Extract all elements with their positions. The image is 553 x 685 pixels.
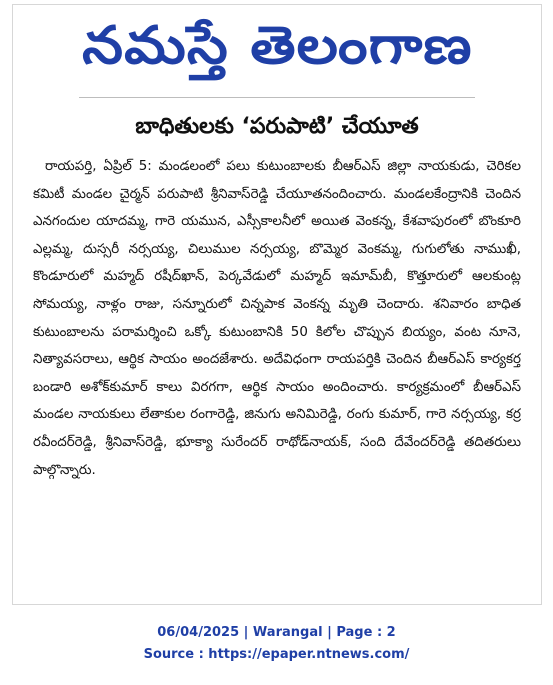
edition-info: 06/04/2025 | Warangal | Page : 2 (157, 625, 396, 640)
source-footer (0, 622, 553, 666)
newspaper-clipping (12, 4, 542, 605)
masthead-divider (79, 97, 475, 98)
source-link[interactable]: Source : https://epaper.ntnews.com/ (143, 647, 410, 662)
masthead-title: నమస్తే తెలంగాణ (81, 16, 473, 76)
article-body: రాయపర్తి, ఏప్రిల్ 5: మండలంలో పలు కుటుంబాలకు బీఆర్ఎస్ జిల్లా నాయకుడు, చెరికల కమిటీ మండల చైర్మన్ పరుపాటి శ్రీనివాస్‌రెడ్డి చేయూతనందించారు. మండలకేంద్రానికి చెందిన ఎనగందుల యాదమ్మ, గారె యమున, ఎస్సీకాలనీలో అయిత వెంకన్న, కేశవాపురంలో బొంకూరి ఎల్లమ్మ, దుస్సరీ నర్సయ్య, చిలుముల నర్సయ్య, బొమ్మెర వెంకమ్మ, గుగులోతు నాముఖీ, కొండూరులో మహ్మద్ రషీద్‌ఖాన్, పెర్కవేడులో మహ్మద్ ఇమామ్‌బీ, కొత్తూరులో ఆలకుంట్ల సోమయ్య, నాళ్లం రాజు, సన్నూరులో చిన్నపాక వెంకన్న మృతి చెందారు. శనివారం బాధిత కుటుంబాలను పరామర్శించి ఒక్కో కుటుంబానికి 50 కిలోల చొప్పున బియ్యం, వంట నూనె, నిత్యావసరాలు, ఆర్థిక సాయం అందజేశారు. అదేవిధంగా రాయపర్తికి చెందిన బీఆర్ఎస్ కార్యకర్త బండారి అశోక్‌కుమార్ కాలు విరగగా, ఆర్థిక సాయం అందించారు. కార్యక్రమంలో బీఆర్ఎస్ మండల నాయకులు లేతాకుల రంగారెడ్డి, జినుగు అనిమిరెడ్డి, రంగు కుమార్, గారె నర్సయ్య, కర్ర రవీందర్‌రెడ్డి, శ్రీనివాస్‌రెడ్డి, భూక్యా సురేందర్ రాథోడ్‌నాయక్, సంది దేవేందర్‌రెడ్డి తదితరులు పాల్గొన్నారు. (33, 159, 521, 478)
article-headline: బాధితులకు ‘పరుపాటి’ చేయూత (135, 114, 419, 139)
masthead (13, 5, 541, 93)
